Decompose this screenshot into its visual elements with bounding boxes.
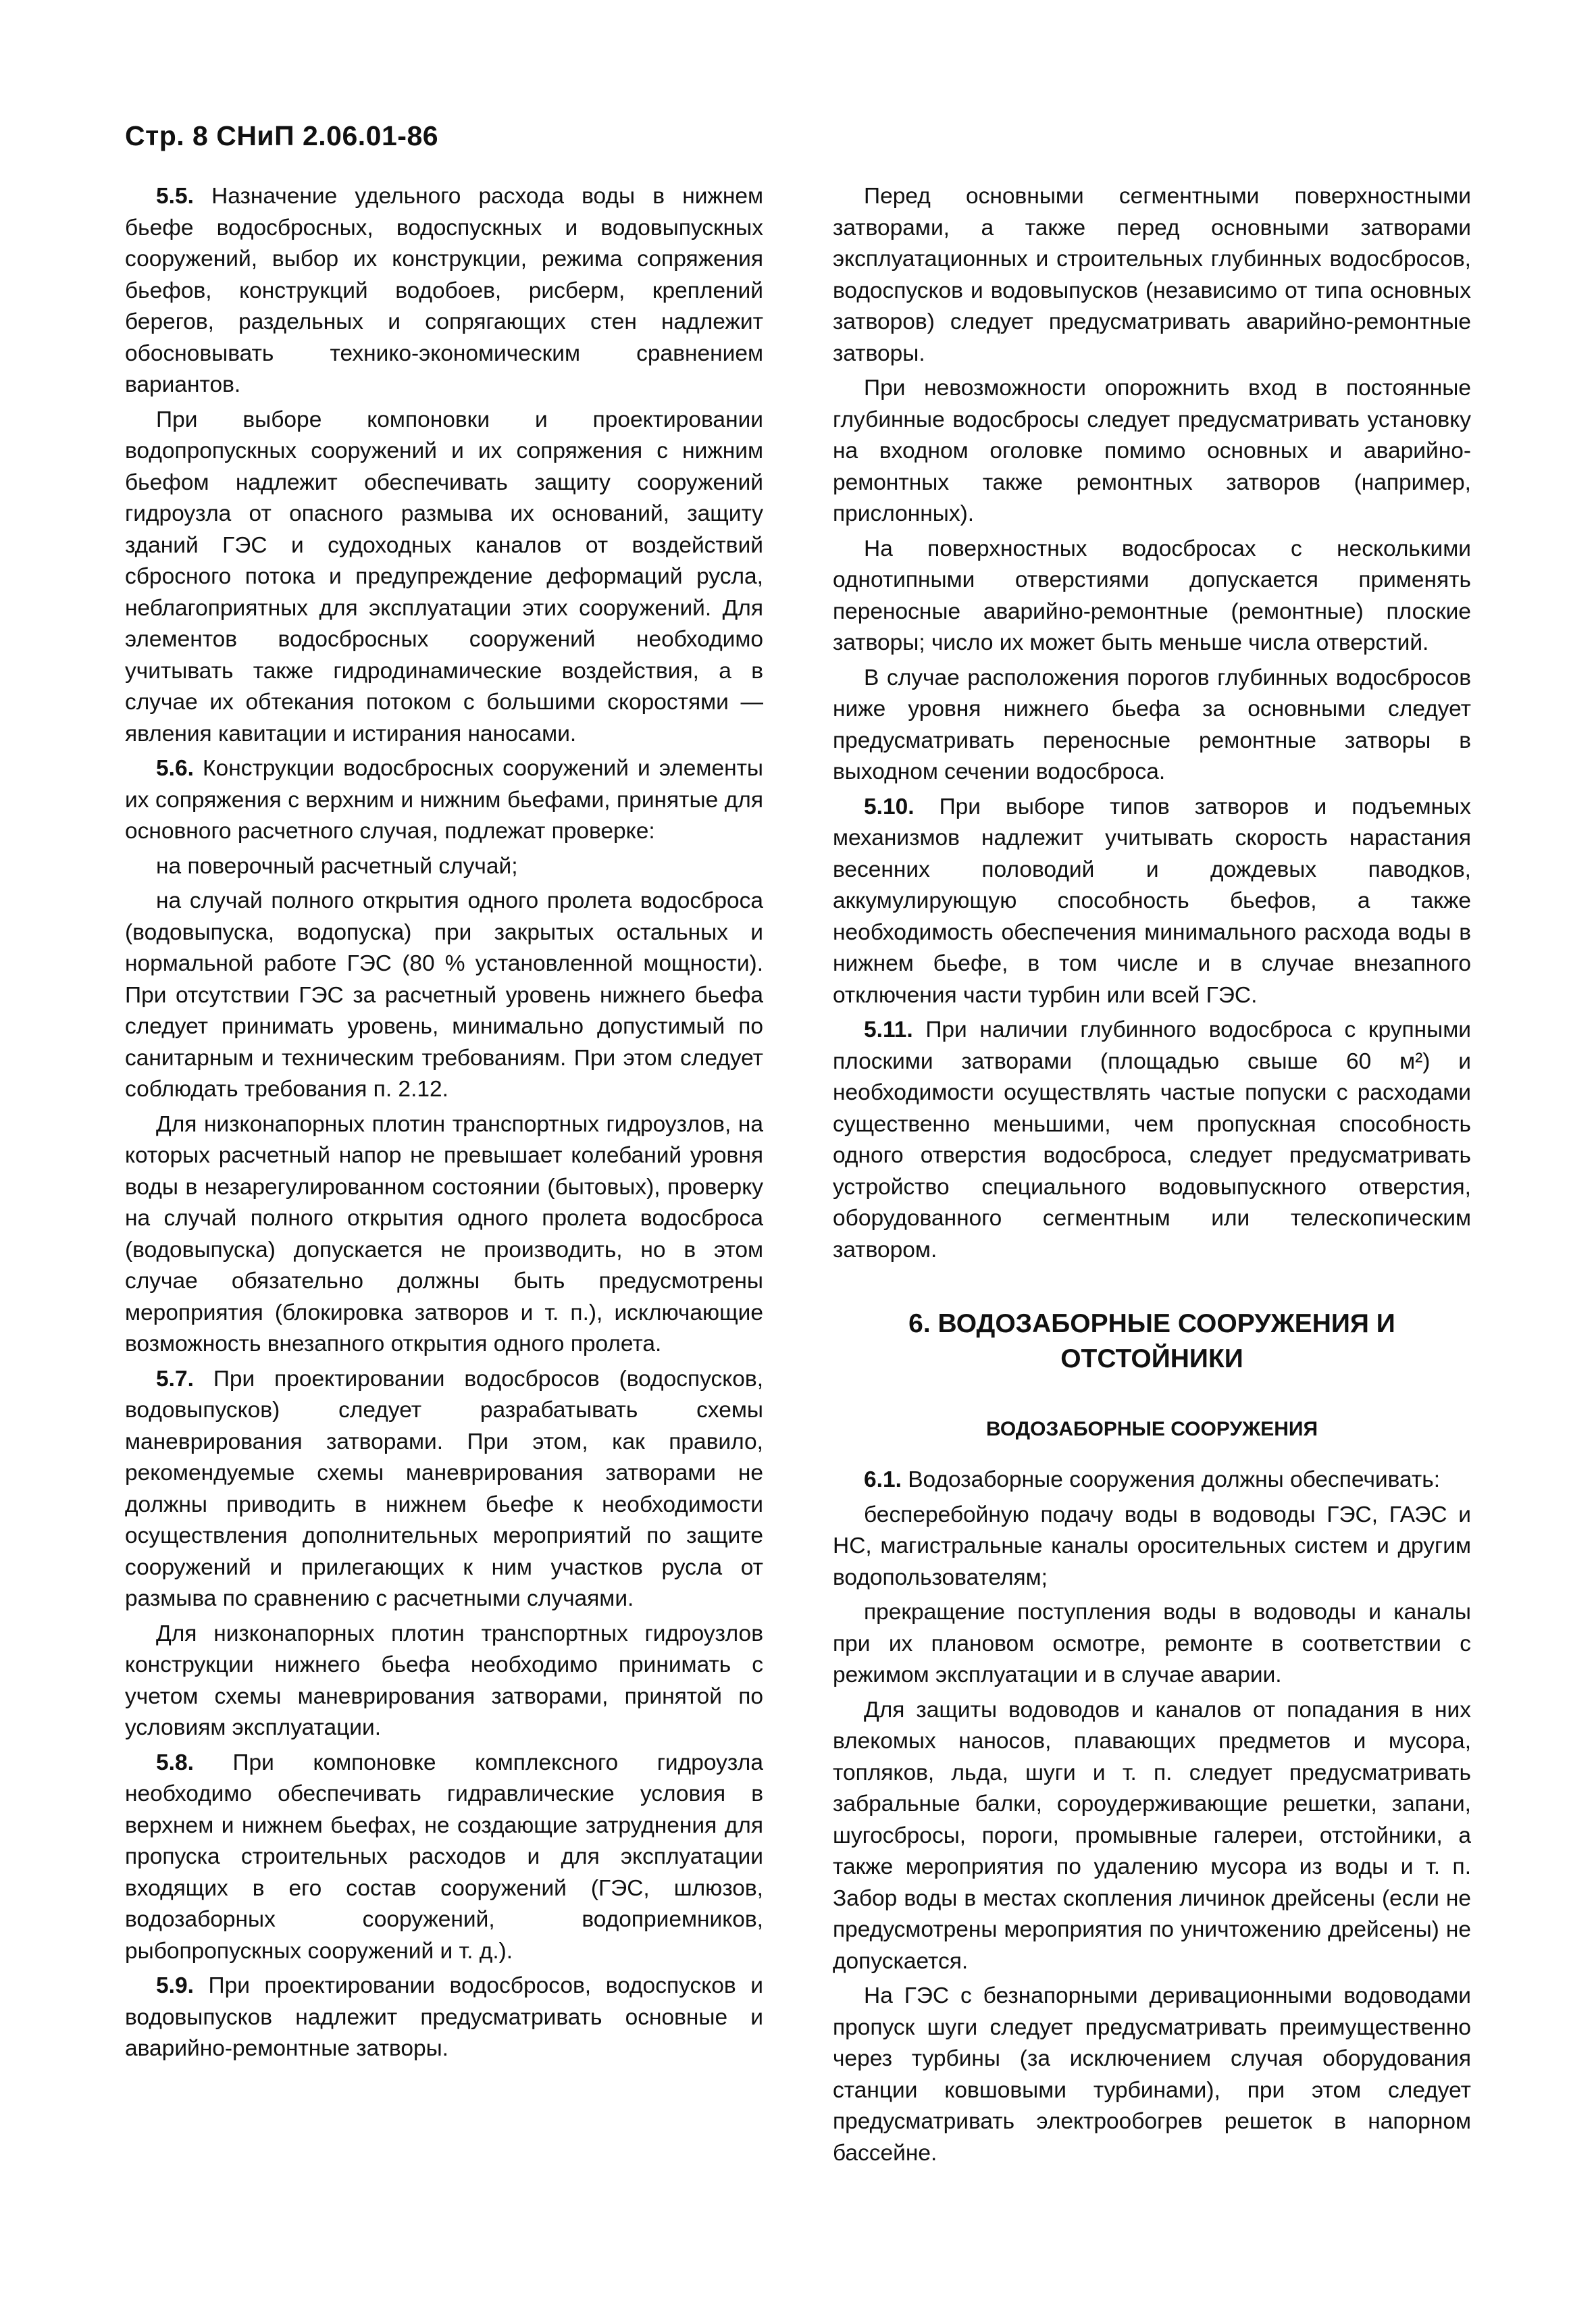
paragraph-text: Назначение удельного расхода воды в нижнем бьефе водосбросных, водоспускных и водовыпускных сооружений, выбор их конструкции, режима сопряжения бьефов, конструкций водобоев, рисберм, креплений берегов, раздельных и сопрягающих стен надлежит обосновывать технико-экономическим сравнением вариантов. [125, 184, 764, 397]
paragraph [125, 753, 763, 848]
left-column [125, 181, 763, 2068]
clause-number: 5.6. [156, 756, 194, 781]
paragraph [125, 1971, 763, 2065]
paragraph [125, 181, 763, 401]
paragraph-text: На ГЭС с безнапорными деривационными водоводами пропуск шуги следует предусматривать преимущественно через турбины (за исключением случая оборудования станции ковшовыми турбинами), при этом следует предусматривать электрообогрев решеток в напорном бассейне. [833, 1983, 1471, 2166]
paragraph-text: Для низконапорных плотин транспортных гидроузлов, на которых расчетный напор не превышает колебаний уровня воды в незарегулированном состоянии (бытовых), проверку на случай полного открытия одного пролета водосброса (водовыпуска) допускается не производить, но в этом случае обязательно должны быть предусмотрены мероприятия (блокировка затворов и т. п.), исключающие возможность внезапного открытия одного пролета. [125, 1111, 763, 1356]
clause-number: 5.9. [156, 1973, 194, 1998]
paragraph-text: При выборе типов затворов и подъемных механизмов надлежит учитывать скорость нарастания весенних половодий и дождевых паводков, аккумулирующую способность бьефов, а также необходимость обеспечения минимального расхода воды в нижнем бьефе, в том числе и в случае внезапного отключения части турбин или всей ГЭС. [833, 794, 1471, 1008]
right-column [833, 181, 1471, 2172]
paragraph-text: При проектировании водосбросов, водоспусков и водовыпусков надлежит предусматривать основные и аварийно-ремонтные затворы. [125, 1973, 763, 2061]
paragraph-text: прекращение поступления воды в водоводы и каналы при их плановом осмотре, ремонте в соответствии с режимом эксплуатации и в случае аварии. [833, 1600, 1471, 1687]
clause-number: 5.11. [864, 1017, 913, 1042]
clause-number: 6.1. [864, 1467, 902, 1492]
paragraph [833, 1695, 1471, 1978]
paragraph-text: на случай полного открытия одного пролета водосброса (водовыпуска, водопуска) при закрытых остальных и нормальной работе ГЭС (80 % установленной мощности). При отсутствии ГЭС за расчетный уровень нижнего бьефа следует принимать уровень, минимально допустимый по санитарным и техническим требованиям. При этом следует соблюдать требования п. 2.12. [125, 888, 763, 1102]
paragraph-text: При невозможности опорожнить вход в постоянные глубинные водосбросы следует предусматривать установку на входном оголовке помимо основных и аварийно-ремонтных также ремонтных затворов (например, прислонных). [833, 376, 1471, 526]
paragraph [833, 181, 1471, 370]
paragraph-text: на поверочный расчетный случай; [156, 853, 518, 879]
paragraph [833, 792, 1471, 1012]
paragraph-text: В случае расположения порогов глубинных водосбросов ниже уровня нижнего бьефа за основными следует предусматривать переносные ремонтные затворы в выходном сечении водосброса. [833, 665, 1471, 784]
paragraph [125, 405, 763, 751]
paragraph [833, 1500, 1471, 1594]
paragraph [833, 1981, 1471, 2169]
paragraph [125, 1748, 763, 1968]
paragraph [833, 1015, 1471, 1266]
paragraph [833, 373, 1471, 530]
page-header: Стр. 8 СНиП 2.06.01-86 [125, 120, 439, 151]
paragraph [833, 534, 1471, 659]
paragraph-text: При проектировании водосбросов (водоспусков, водовыпусков) следует разрабатывать схемы маневрирования затворами. При этом, как правило, рекомендуемые схемы маневрирования затворами не должны приводить в нижнем бьефе к необходимости осуществления дополнительных мероприятий по защите сооружений и прилегающих к ним участков русла от размыва по сравнению с расчетными случаями. [125, 1366, 764, 1611]
right-column-part-a [833, 181, 1471, 1266]
paragraph [125, 1364, 763, 1615]
paragraph-text: Для низконапорных плотин транспортных гидроузлов конструкции нижнего бьефа необходимо принимать с учетом схемы маневрирования затворами, принятой по условиям эксплуатации. [125, 1621, 763, 1740]
paragraph-text: При компоновке комплексного гидроузла необходимо обеспечивать гидравлические условия в верхнем и нижнем бьефах, не создающие затруднения для пропуска строительных расходов и для эксплуатации входящих в его состав сооружений (ГЭС, шлюзов, водозаборных сооружений, водоприемников, рыбопропускных сооружений и т. д.). [125, 1750, 763, 1964]
clause-number: 5.7. [156, 1366, 194, 1392]
clause-number: 5.5. [156, 184, 194, 209]
paragraph-text: бесперебойную подачу воды в водоводы ГЭС, ГАЭС и НС, магистральные каналы оросительных систем и другим водопользователям; [833, 1502, 1471, 1590]
paragraph [833, 663, 1471, 788]
paragraph-text: На поверхностных водосбросах с несколькими однотипными отверстиями допускается применять переносные аварийно-ремонтные (ремонтные) плоские затворы; число их может быть меньше числа отверстий. [833, 536, 1471, 655]
section-title: 6. ВОДОЗАБОРНЫЕ СООРУЖЕНИЯ И ОТСТОЙНИКИ [908, 1309, 1395, 1373]
clause-number: 5.10. [864, 794, 915, 819]
subsection-title: ВОДОЗАБОРНЫЕ СООРУЖЕНИЯ [985, 1418, 1318, 1440]
paragraph-text: Перед основными сегментными поверхностными затворами, а также перед основными затворами эксплуатационных и строительных глубинных водосбросов, водоспусков и водовыпусков (независимо от типа основных затворов) следует предусматривать аварийно-ремонтные затворы. [833, 184, 1471, 366]
clause-number: 5.8. [156, 1750, 194, 1775]
paragraph [833, 1597, 1471, 1692]
paragraph-text: Водозаборные сооружения должны обеспечивать: [908, 1467, 1441, 1492]
paragraph [833, 1465, 1471, 1496]
paragraph [125, 851, 763, 883]
right-column-part-b [833, 1465, 1471, 2169]
paragraph-text: При наличии глубинного водосброса с крупными плоскими затворами (площадью свыше 60 м²) и необходимости осуществлять частые попуски с расходами существенно меньшими, чем пропускная способность одного отверстия водосброса, следует предусматривать устройство специального водовыпускного отверстия, оборудованного сегментным или телескопическим затвором. [833, 1017, 1472, 1263]
paragraph-text: Конструкции водосбросных сооружений и элементы их сопряжения с верхним и нижним бьефами, принятые для основного расчетного случая, подлежат проверке: [125, 756, 763, 844]
paragraph-text: При выборе компоновки и проектировании водопропускных сооружений и их сопряжения с нижним бьефом надлежит обеспечивать защиту сооружений гидроузла от опасного размыва их оснований, защиту зданий ГЭС и судоходных каналов от воздействий сбросного потока и предупреждение деформаций русла, неблагоприятных для эксплуатации этих сооружений. Для элементов водосбросных сооружений необходимо учитывать также гидродинамические воздействия, а в случае их обтекания потоком с большими скоростями — явления кавитации и истирания наносами. [125, 407, 763, 746]
paragraph [125, 1109, 763, 1361]
paragraph [125, 1619, 763, 1744]
paragraph [125, 886, 763, 1106]
paragraph-text: Для защиты водоводов и каналов от попадания в них влекомых наносов, плавающих предметов и мусора, топляков, льда, шуги и т. п. следует предусматривать забральные балки, сороудерживающие решетки, запани, шугосбросы, пороги, промывные галереи, отстойники, а также мероприятия по удалению мусора из воды и т. п. Забор воды в местах скопления личинок дрейсены (если не предусмотрены мероприятия по уничтожению дрейсены) не допускается. [833, 1697, 1471, 1974]
